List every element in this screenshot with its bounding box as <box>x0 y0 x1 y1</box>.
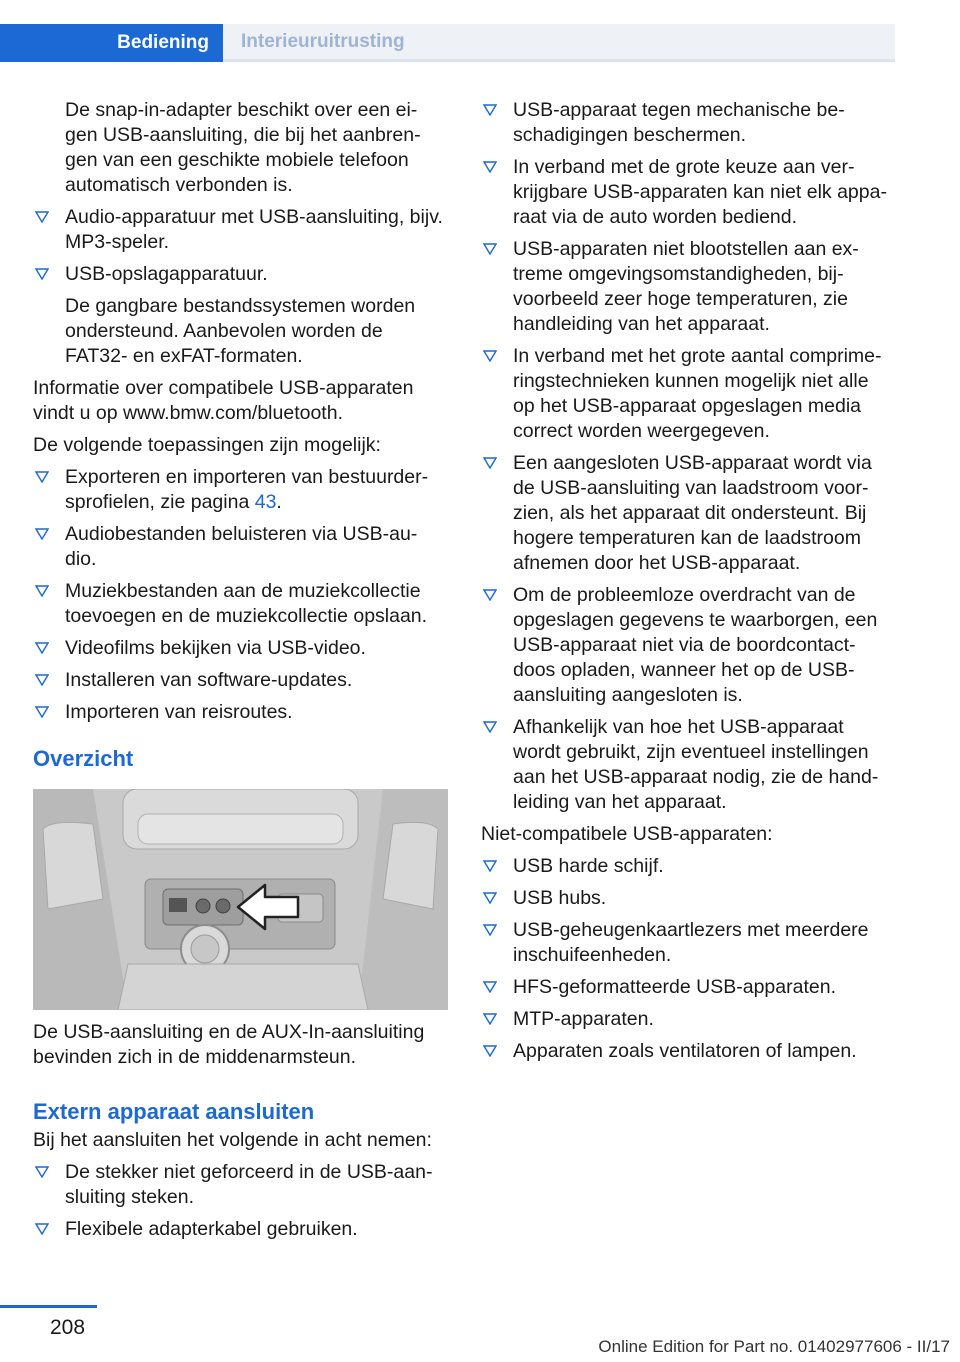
list-item <box>33 262 448 287</box>
list-item <box>33 465 448 515</box>
section-heading-extern: Extern apparaat aansluiten <box>33 1099 315 1124</box>
list-item <box>481 451 895 576</box>
applications-intro: De volgende toepassingen zijn mogelijk: <box>33 434 381 456</box>
triangle-bullet-icon <box>35 585 49 597</box>
list-item-text: Een aangesloten USB-apparaat wordt via de USB-aansluiting van laadstroom voor-zien, als het apparaat dit ondersteunt. Bij hogere temperaturen kan de laadstroom afnemen door het USB-apparaat. <box>513 452 872 574</box>
list-item-text: USB harde schijf. <box>513 855 664 877</box>
list-item <box>481 918 895 968</box>
extern-intro: Bij het aansluiten het volgende in acht nemen: <box>33 1129 432 1151</box>
list-item-text: Apparaten zoals ventilatoren of lampen. <box>513 1040 857 1062</box>
list-item-text: Importeren van reisroutes. <box>65 701 293 723</box>
list-item-text: USB-apparaat tegen mechanische be-schadigingen beschermen. <box>513 99 845 146</box>
snap-in-adapter-text: De snap-in-adapter beschikt over een ei-gen USB-aansluiting, die bij het aanbren-gen van een geschikte mobiele telefoon automatisch verbonden is. <box>65 99 421 196</box>
list-item-text: Flexibele adapterkabel gebruiken. <box>65 1218 358 1240</box>
triangle-bullet-icon <box>483 892 497 904</box>
list-item-text: Om de probleemloze overdracht van de opgeslagen gegevens te waarborgen, een USB-apparaat niet via de boordcontact-doos opladen, wanneer het op de USB-aansluiting aangesloten is. <box>513 584 878 706</box>
triangle-bullet-icon <box>35 471 49 483</box>
list-item <box>481 715 895 815</box>
photo-caption: De USB-aansluiting en de AUX-In-aansluiting bevinden zich in de middenarmsteun. <box>33 1021 425 1068</box>
triangle-bullet-icon <box>483 589 497 601</box>
left-column <box>33 98 448 1249</box>
triangle-bullet-icon <box>483 243 497 255</box>
right-column <box>481 98 895 1071</box>
list-item <box>481 854 895 879</box>
list-item-text: In verband met het grote aantal comprime-ringstechnieken kunnen mogelijk niet alle op het USB-apparaat opgeslagen media correct worden weergegeven. <box>513 345 882 442</box>
list-item-text: Installeren van software-updates. <box>65 669 353 691</box>
list-item-text: USB-apparaten niet blootstellen aan ex-treme omgevingsomstandigheden, bij-voorbeeld zeer hoge temperaturen, zie handleiding van het apparaat. <box>513 238 859 335</box>
triangle-bullet-icon <box>35 268 49 280</box>
list-item-text <box>65 466 428 513</box>
triangle-bullet-icon <box>483 104 497 116</box>
triangle-bullet-icon <box>483 161 497 173</box>
page-number: 208 <box>50 1316 86 1339</box>
triangle-bullet-icon <box>483 1013 497 1025</box>
tab-interieuruitrusting[interactable]: Interieuruitrusting <box>223 24 895 62</box>
compatibility-info: Informatie over compatibele USB-apparaten vindt u op www.bmw.com/bluetooth. <box>33 377 414 424</box>
triangle-bullet-icon <box>483 721 497 733</box>
triangle-bullet-icon <box>35 528 49 540</box>
usb-port-photo <box>33 789 448 1010</box>
list-item <box>33 522 448 572</box>
section-heading-overzicht: Overzicht <box>33 746 134 771</box>
list-item <box>481 344 895 444</box>
triangle-bullet-icon <box>35 706 49 718</box>
triangle-bullet-icon <box>483 924 497 936</box>
incompatible-intro: Niet-compatibele USB-apparaten: <box>481 823 773 845</box>
list-item <box>481 98 895 148</box>
list-item-text: Videofilms bekijken via USB-video. <box>65 637 366 659</box>
triangle-bullet-icon <box>483 457 497 469</box>
list-item-text: USB hubs. <box>513 887 607 909</box>
list-item-text: MTP-apparaten. <box>513 1008 654 1030</box>
tab-bediening[interactable]: Bediening <box>0 24 223 62</box>
triangle-bullet-icon <box>35 211 49 223</box>
list-item-text: Muziekbestanden aan de muziekcollectie toevoegen en de muziekcollectie opslaan. <box>65 580 428 627</box>
triangle-bullet-icon <box>483 981 497 993</box>
list-item <box>481 886 895 911</box>
list-item <box>481 1039 895 1064</box>
list-item <box>33 205 448 255</box>
list-item-text: In verband met de grote keuze aan ver-krijgbare USB-apparaten kan niet elk appa-raat via de auto worden bediend. <box>513 156 887 228</box>
triangle-bullet-icon <box>483 1045 497 1057</box>
list-item <box>481 1007 895 1032</box>
list-item-text: USB-geheugenkaartlezers met meerdere inschuifeenheden. <box>513 919 869 966</box>
list-item-text: Audiobestanden beluisteren via USB-au-dio. <box>65 523 418 570</box>
list-item <box>481 583 895 708</box>
list-item <box>481 155 895 230</box>
edition-note: Online Edition for Part no. 01402977606 - II/17 <box>598 1337 950 1356</box>
triangle-bullet-icon <box>35 1166 49 1178</box>
filesystems-text: De gangbare bestandssystemen worden ondersteund. Aanbevolen worden de FAT32- en exFAT-formaten. <box>65 295 416 367</box>
list-item <box>33 668 448 693</box>
triangle-bullet-icon <box>35 674 49 686</box>
list-item <box>481 237 895 337</box>
list-item <box>33 1160 448 1210</box>
export-text: Exporteren en importeren van bestuurder-sprofielen, zie pagina <box>65 466 429 513</box>
page-header <box>0 0 895 62</box>
list-item <box>33 636 448 661</box>
triangle-bullet-icon <box>35 1223 49 1235</box>
list-item <box>481 975 895 1000</box>
list-item-text: USB-opslagapparatuur. <box>65 263 268 285</box>
list-item <box>33 700 448 725</box>
page-reference-link[interactable]: 43 <box>254 491 277 513</box>
list-item-text: Afhankelijk van hoe het USB-apparaat wordt gebruikt, zijn eventueel instellingen aan het USB-apparaat nodig, zie de hand-leiding van het apparaat. <box>513 716 879 813</box>
list-item <box>33 1217 448 1242</box>
footer-accent-line <box>0 1305 97 1308</box>
list-item-text: Audio-apparatuur met USB-aansluiting, bijv. MP3-speler. <box>65 206 443 253</box>
triangle-bullet-icon <box>35 642 49 654</box>
list-item <box>33 579 448 629</box>
triangle-bullet-icon <box>483 860 497 872</box>
triangle-bullet-icon <box>483 350 497 362</box>
list-item-text: De stekker niet geforceerd in de USB-aan-sluiting steken. <box>65 1161 433 1208</box>
export-text-end: . <box>276 491 282 513</box>
list-item-text: HFS-geformatteerde USB-apparaten. <box>513 976 836 998</box>
